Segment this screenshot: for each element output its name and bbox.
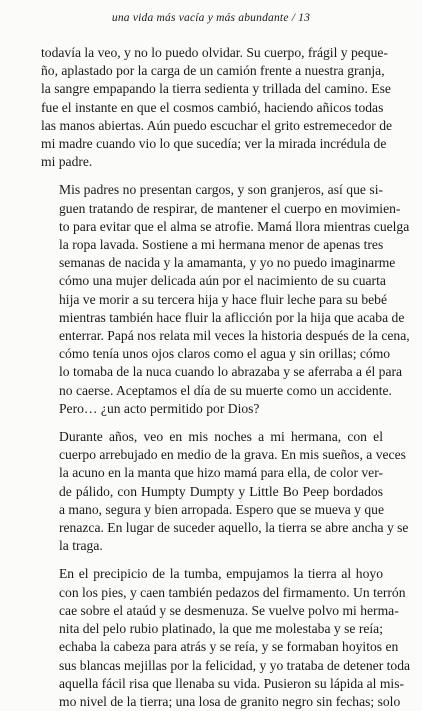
text-line: a mano, segura y bien arropada. Espero que se mueva y que	[59, 501, 384, 517]
text-line: sus blancas mejillas por la felicidad, y yo trataba de detener toda	[59, 657, 411, 673]
text-line: enterrar. Papá nos relata mil veces la historia después de la cena,	[59, 328, 410, 344]
text-line: mientras también hace fluir la aflicción por la hija que acaba de	[59, 309, 405, 325]
text-line: con los pies, y caen también pedazos del firmamento. Un terrón	[59, 584, 406, 600]
paragraph	[41, 428, 409, 555]
text-line: mi madre cuando vio lo que sucedía; ver la mirada incrédula de	[41, 136, 387, 152]
paragraph	[41, 565, 411, 711]
text-line: cuerpo arrebujado en medio de la grava. En mis sueños, a veces	[59, 447, 406, 463]
text-line: renazca. En lugar de suceder aquello, la tierra se abre ancha y se	[59, 520, 409, 536]
text-line: la sangre empapando la tierra sedienta y trillada del camino. Ese	[41, 81, 391, 97]
running-head: una vida más vacía y más abundante / 13	[111, 12, 311, 24]
text-line: mi padre.	[41, 154, 93, 170]
paragraph	[41, 181, 410, 418]
text-line: todavía la veo, y no lo puedo olvidar. Su cuerpo, frágil y peque-	[41, 45, 388, 60]
body-text	[41, 44, 411, 711]
text-line: cae sobre el ataúd y se desmenuza. Se vuelve polvo mi herma-	[59, 602, 399, 618]
text-line: Pero… ¿un acto permitido por Dios?	[59, 400, 260, 416]
text-line: to para evitar que el alma se atrofie. Mamá llora mientras cuelga	[59, 218, 410, 234]
text-line: ño, aplastado por la carga de un camión frente a nuestra granja,	[41, 63, 385, 79]
text-line: echaba la cabeza para atrás y se reía, y se formaban hoyitos en	[59, 639, 399, 655]
text-line: Mis padres no presentan cargos, y son granjeros, así que si-	[59, 182, 383, 198]
text-line: guen tratando de respirar, de mantener el cuerpo en movimien-	[59, 200, 401, 216]
text-line: lo tomaba de la nuca cuando lo abrazaba y se aferraba a él para	[59, 364, 403, 380]
text-line: fue el instante en que el cosmos cambió, haciendo añicos todas	[41, 99, 384, 115]
text-line: semanas de nacida y la amamanta, y yo no puedo imaginarme	[59, 255, 396, 271]
text-line: hija ve morir a su tercera hija y hace fluir leche para su bebé	[59, 291, 387, 307]
text-line: mo nivel de la tierra; una losa de granito negro sin fechas; solo	[59, 693, 401, 709]
text-line: no caerse. Aceptamos el día de su muerte como un accidente.	[59, 382, 392, 398]
text-line: la ropa lavada. Sostiene a mi hermana menor de apenas tres	[59, 237, 384, 253]
text-line: las manos abiertas. Aún puedo escuchar el grito estremecedor de	[41, 117, 393, 133]
text-line: la acuno en la manta que hizo mamá para ella, de color ver-	[59, 465, 383, 481]
text-line: nita del pelo rubio platinado, la que me molestaba y se reía;	[59, 621, 383, 637]
paragraph	[41, 44, 393, 171]
text-line: cómo una mujer delicada aún por el nacimiento de su cuarta	[59, 273, 386, 289]
text-line: En el precipicio de la tumba, empujamos la tierra al hoyo	[59, 566, 383, 582]
text-line: la traga.	[59, 538, 103, 554]
text-line: aquella fácil risa que llenaba su vida. Pusieron su lápida al mis-	[59, 675, 405, 691]
text-line: cómo tenía unos ojos claros como el agua y sin orillas; cómo	[59, 346, 391, 362]
text-line: Durante años, veo en mis noches a mi hermana, con el	[59, 429, 383, 445]
text-line: de pálido, con Humpty Dumpty y Little Bo Peep bordados	[59, 483, 383, 499]
